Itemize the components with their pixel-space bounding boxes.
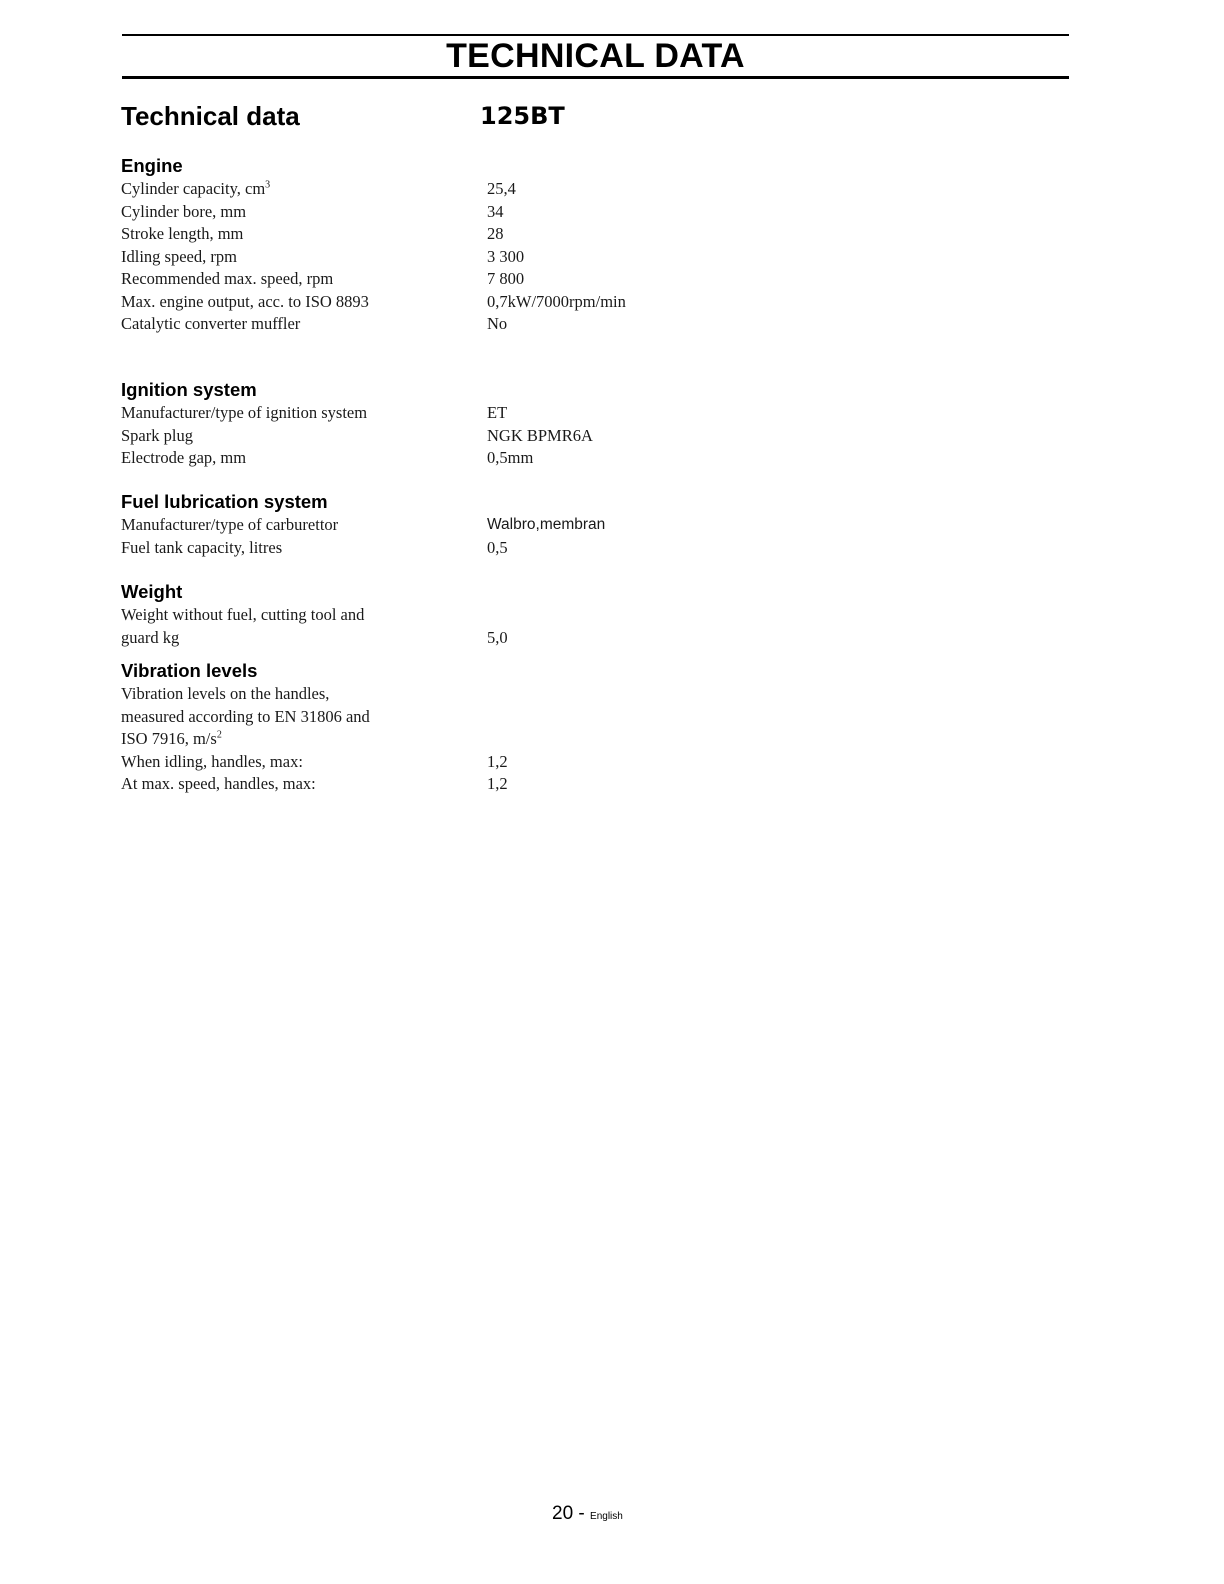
header-rule-bottom: [122, 76, 1069, 79]
spec-label: Weight without fuel, cutting tool and guard kg: [121, 605, 365, 647]
spec-row: [121, 773, 821, 796]
page-footer: [552, 1502, 623, 1529]
section-title: Technical data: [121, 101, 300, 131]
spec-label: Max. engine output, acc. to ISO 8893: [121, 291, 369, 311]
fuel-heading: Fuel lubrication system: [121, 491, 328, 512]
spec-value: NGK BPMR6A: [487, 425, 593, 445]
spec-value: 1,2: [487, 774, 508, 793]
footer-language: English: [590, 1511, 623, 1522]
spec-row: [121, 268, 821, 291]
vibration-group: [121, 659, 821, 796]
spec-row: [121, 447, 821, 470]
footer-separator: -: [573, 1503, 591, 1524]
spec-row: [121, 246, 821, 269]
spec-label: At max. speed, handles, max:: [121, 774, 316, 793]
ignition-heading: Ignition system: [121, 379, 257, 400]
spec-row: [121, 604, 821, 649]
spec-label: Cylinder bore, mm: [121, 201, 247, 221]
fuel-group: [121, 490, 821, 559]
spec-row: [121, 751, 821, 774]
vibration-heading: Vibration levels: [121, 660, 258, 681]
spec-value: ET: [487, 403, 508, 422]
spec-value: 7 800: [487, 269, 525, 288]
ignition-group: [121, 378, 821, 470]
spec-row: [121, 514, 821, 537]
page-number: 20: [552, 1503, 574, 1524]
spec-label: Manufacturer/type of ignition system: [121, 403, 368, 422]
weight-group: [121, 580, 821, 649]
spec-row: [121, 537, 821, 560]
spec-row: [121, 201, 821, 224]
weight-heading: Weight: [121, 581, 183, 602]
spec-label: Fuel tank capacity, litres: [121, 537, 283, 557]
spec-label: Electrode gap, mm: [121, 448, 247, 467]
spec-label: Stroke length, mm: [121, 224, 244, 243]
engine-group: [121, 154, 821, 336]
spec-row: [121, 178, 821, 201]
spec-label: Cylinder capacity, $cm^3$: [121, 179, 271, 198]
spec-label: When idling, handles, max:: [121, 751, 303, 771]
spec-value: 1,2: [487, 751, 508, 771]
spec-value: 25,4: [487, 179, 516, 198]
spec-value: No: [487, 314, 508, 333]
spec-label: Catalytic converter muffler: [121, 314, 301, 333]
spec-row: [121, 425, 821, 448]
spec-row: [121, 313, 821, 336]
vibration-intro: [121, 683, 821, 751]
spec-value: Walbro,membran: [487, 516, 606, 533]
spec-value: 0,5: [487, 537, 508, 557]
spec-row: [121, 402, 821, 425]
spec-value: 0,5mm: [487, 448, 534, 467]
spec-value: 0,7kW/7000rpm/min: [487, 291, 626, 311]
page-header-title: TECHNICAL DATA: [446, 37, 745, 75]
spec-label: Spark plug: [121, 425, 193, 445]
spec-value: 28: [487, 224, 504, 243]
spec-row: [121, 291, 821, 314]
spec-row: [121, 223, 821, 246]
spec-label: Idling speed, rpm: [121, 246, 237, 266]
spec-value: 5,0: [487, 627, 508, 647]
model-name: 125BT: [480, 102, 565, 130]
spec-label: Manufacturer/type of carburettor: [121, 515, 339, 534]
spec-label: Recommended max. speed, rpm: [121, 269, 334, 288]
spec-value: 34: [487, 201, 504, 221]
engine-heading: Engine: [121, 155, 183, 176]
spec-label: Vibration levels on the handles, measured according to EN 31806 and ISO 7916, $m/s^2$: [121, 684, 370, 748]
spec-value: 3 300: [487, 246, 525, 266]
